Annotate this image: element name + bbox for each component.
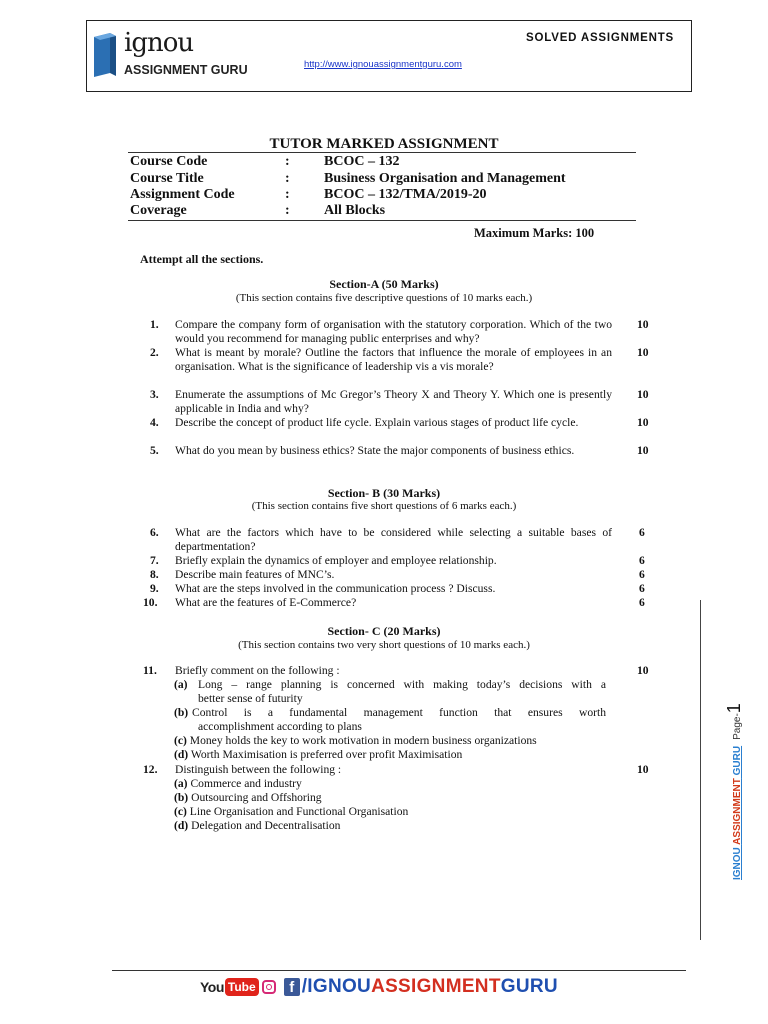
youtube-icon[interactable]: You xyxy=(200,979,224,995)
question-marks: 6 xyxy=(639,582,645,595)
handle-ignou: IGNOU xyxy=(307,976,372,997)
item-text: Money holds the key to work motivation in modern business organizations xyxy=(189,734,537,747)
question-marks: 10 xyxy=(637,388,649,401)
question-number: 11. xyxy=(143,664,157,677)
item-label: (a) xyxy=(174,678,188,691)
question-text: What are the features of E-Commerce? xyxy=(175,596,357,609)
footer-rule xyxy=(112,970,686,971)
q12-item-b xyxy=(174,791,606,805)
maximum-marks: Maximum Marks: 100 xyxy=(474,226,595,240)
instagram-icon[interactable] xyxy=(262,980,276,994)
item-label: (a) xyxy=(174,777,188,790)
item-label: (d) xyxy=(174,819,189,832)
meta-value: BCOC – 132 xyxy=(324,154,400,169)
side-brand xyxy=(732,746,743,880)
section-c-title: Section- C (20 Marks) xyxy=(327,624,441,638)
item-text: Worth Maximisation is preferred over profit Maximisation xyxy=(190,748,463,761)
website-link[interactable]: http://www.ignouassignmentguru.com xyxy=(304,59,462,70)
side-brand-assignment: ASSIGNMENT xyxy=(732,778,743,845)
question-text: What do you mean by business ethics? State the major components of business ethics. xyxy=(175,444,575,457)
question-marks: 10 xyxy=(637,318,649,331)
handle-guru: GURU xyxy=(500,976,558,997)
question-number: 10. xyxy=(143,596,158,609)
q11-item-a xyxy=(174,678,606,706)
question-10 xyxy=(143,596,605,610)
question-text: Briefly explain the dynamics of employer and employee relationship. xyxy=(175,554,497,567)
meta-value: Business Organisation and Management xyxy=(324,171,566,186)
question-number: 7. xyxy=(150,554,159,567)
social-handle[interactable] xyxy=(302,976,558,998)
question-marks: 10 xyxy=(637,444,649,457)
question-text: Describe main features of MNC’s. xyxy=(175,568,335,581)
meta-value: BCOC – 132/TMA/2019-20 xyxy=(324,187,487,202)
page-label: Page- xyxy=(732,713,743,740)
item-text-cont: better sense of futurity xyxy=(198,692,303,705)
section-b-note: (This section contains five short questions of 6 marks each.) xyxy=(251,500,517,512)
question-number: 8. xyxy=(150,568,159,581)
meta-colon: : xyxy=(285,187,290,202)
question-number: 12. xyxy=(143,763,158,776)
question-8 xyxy=(150,568,612,582)
question-1 xyxy=(150,318,612,346)
q12-item-c xyxy=(174,805,606,819)
question-marks: 10 xyxy=(637,346,649,359)
question-4 xyxy=(150,416,612,444)
meta-colon: : xyxy=(285,171,290,186)
meta-key: Coverage xyxy=(130,203,187,218)
item-text: Outsourcing and Offshoring xyxy=(191,791,322,804)
question-7 xyxy=(150,554,612,568)
question-number: 6. xyxy=(150,526,159,539)
question-text: Enumerate the assumptions of Mc Gregor’s Theory X and Theory Y. Which one is presently applicable in India and why? xyxy=(175,388,612,415)
handle-assignment: ASSIGNMENT xyxy=(371,976,501,997)
item-text: Line Organisation and Functional Organisation xyxy=(189,805,409,818)
meta-colon: : xyxy=(285,154,290,169)
question-number: 5. xyxy=(150,444,159,457)
side-page-label xyxy=(724,703,745,880)
meta-colon: : xyxy=(285,203,290,218)
logo-subtitle: ASSIGNMENT GURU xyxy=(124,63,248,77)
q11-item-d xyxy=(174,748,606,762)
side-brand-ignou: IGNOU xyxy=(732,844,743,880)
document-title: TUTOR MARKED ASSIGNMENT xyxy=(269,136,499,152)
question-text: Compare the company form of organisation with the statutory corporation. Which of the two would you recommend for managing public enterprises and why? xyxy=(175,318,612,345)
item-text: Long – range planning is concerned with making today’s decisions with a xyxy=(198,678,606,691)
section-a-title: Section-A (50 Marks) xyxy=(329,277,439,291)
meta-key: Assignment Code xyxy=(130,187,235,202)
instructions: Attempt all the sections. xyxy=(140,252,264,266)
handle-slash: / xyxy=(301,976,308,997)
logo-wordmark: ignou xyxy=(124,28,194,58)
item-text: Commerce and industry xyxy=(190,777,302,790)
question-number: 3. xyxy=(150,388,159,401)
question-marks: 6 xyxy=(639,554,645,567)
question-marks: 10 xyxy=(637,664,649,677)
question-text: What are the steps involved in the communication process ? Discuss. xyxy=(175,582,496,595)
item-label: (b) xyxy=(174,706,189,719)
meta-value: All Blocks xyxy=(324,203,386,218)
question-number: 9. xyxy=(150,582,159,595)
section-a-note: (This section contains five descriptive questions of 10 marks each.) xyxy=(235,292,533,304)
item-label: (c) xyxy=(174,805,187,818)
question-6 xyxy=(150,526,612,554)
question-marks: 10 xyxy=(637,763,649,776)
item-label: (d) xyxy=(174,748,189,761)
page-number: 1 xyxy=(724,703,744,714)
item-text-cont: accomplishment according to plans xyxy=(198,720,362,733)
question-marks: 6 xyxy=(639,526,645,539)
question-number: 1. xyxy=(150,318,159,331)
question-3 xyxy=(150,388,612,416)
meta-key: Course Title xyxy=(130,171,204,186)
question-12 xyxy=(143,763,605,777)
footer-social xyxy=(200,976,558,998)
question-text: Describe the concept of product life cycle. Explain various stages of product life cycle. xyxy=(175,416,579,429)
side-brand-guru: GURU xyxy=(732,745,743,779)
section-c-note: (This section contains two very short questions of 10 marks each.) xyxy=(238,639,530,651)
question-marks: 10 xyxy=(637,416,649,429)
solved-assignments-label: SOLVED ASSIGNMENTS xyxy=(526,32,674,44)
item-text: Delegation and Decentralisation xyxy=(191,819,341,832)
q12-item-a xyxy=(174,777,606,791)
title-rule-top xyxy=(128,152,636,153)
q11-item-c xyxy=(174,734,606,748)
question-5 xyxy=(150,444,612,472)
youtube-tube-badge[interactable]: Tube xyxy=(225,978,259,996)
question-2 xyxy=(150,346,612,388)
item-label: (c) xyxy=(174,734,187,747)
question-text: What are the factors which have to be considered while selecting a suitable bases of departmentation? xyxy=(175,526,612,553)
section-b-title: Section- B (30 Marks) xyxy=(327,486,441,500)
question-9 xyxy=(150,582,612,596)
question-marks: 6 xyxy=(639,596,645,609)
question-text: Distinguish between the following : xyxy=(175,763,342,776)
facebook-icon[interactable]: f xyxy=(284,978,300,996)
item-text: Control is a fundamental management function that ensures worth xyxy=(192,706,606,719)
q12-item-d xyxy=(174,819,606,833)
item-label: (b) xyxy=(174,791,189,804)
question-11 xyxy=(143,664,605,678)
question-number: 2. xyxy=(150,346,159,359)
book-logo-icon xyxy=(92,31,118,79)
meta-key: Course Code xyxy=(130,154,208,169)
question-number: 4. xyxy=(150,416,159,429)
question-marks: 6 xyxy=(639,568,645,581)
q11-item-b xyxy=(174,706,606,734)
title-rule-bottom xyxy=(128,220,636,221)
question-text: Briefly comment on the following : xyxy=(175,664,340,677)
question-text: What is meant by morale? Outline the factors that influence the morale of employees in an organisation. What is the significance of leadership vis a vis morale? xyxy=(175,346,612,373)
